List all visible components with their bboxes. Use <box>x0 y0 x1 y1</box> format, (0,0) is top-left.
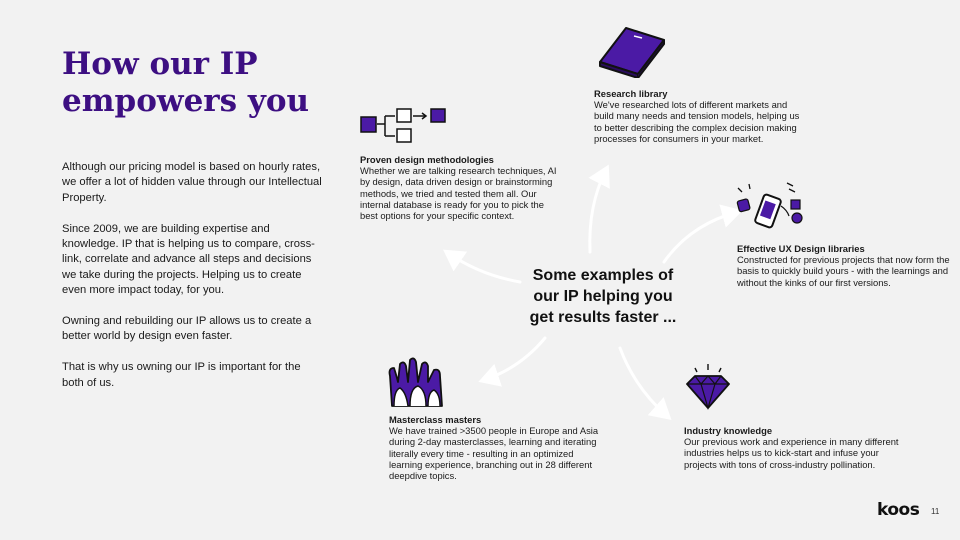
industry-knowledge-title: Industry knowledge <box>684 425 773 436</box>
proven-methodologies-title: Proven design methodologies <box>360 154 494 165</box>
industry-knowledge-block <box>684 425 904 470</box>
research-library-block <box>594 88 809 144</box>
intro-paragraph: Since 2009, we are building expertise and knowledge. IP that is helping us to compare, cross-link, correlate and advance all steps and decisions we take during the projects. Helping us to create even more impact today, for you. <box>62 222 315 297</box>
center-heading: Some examples of our IP helping you get results faster ... <box>529 267 677 326</box>
arrow-to-industry <box>620 348 667 416</box>
intro-paragraph: Owning and rebuilding our IP allows us to create a better world by design even faster. <box>62 315 312 343</box>
koos-logo: koos <box>877 500 920 520</box>
intro-paragraph: Although our pricing model is based on hourly rates, we offer a lot of hidden value through our Intellectual Property. <box>62 161 322 204</box>
research-library-text: We've researched lots of different markets and build many needs and tension models, helping us to better describing the complex decision making processes for consumers in your market. <box>594 99 800 144</box>
page-title: How our IP empowers you <box>62 46 310 119</box>
ux-libraries-title: Effective UX Design libraries <box>737 243 865 254</box>
proven-methodologies-text: Whether we are talking research techniques, AI by design, data driven design or brainstorming methods, we tried and tested them all. Our internal database is ready for you to pick the best options for your specific context. <box>360 165 557 222</box>
diamond-icon <box>683 362 733 412</box>
ux-libraries-block <box>737 243 960 288</box>
research-library-title: Research library <box>594 88 668 99</box>
arrow-to-proven <box>448 253 520 282</box>
arrow-to-master <box>484 338 545 380</box>
arrow-to-ux <box>664 212 737 262</box>
flowchart-icon <box>359 106 451 144</box>
masterclass-title: Masterclass masters <box>389 414 482 425</box>
crowd-hands-icon <box>386 352 448 408</box>
ux-libraries-text: Constructed for previous projects that now form the basis to quickly build yours - with the learnings and without the kinks of our first versions. <box>737 254 950 288</box>
industry-knowledge-text: Our previous work and experience in many different industries helps us to kick-start and infuse your projects with tons of cross-industry pollination. <box>684 436 899 470</box>
arrow-to-research <box>590 170 606 252</box>
masterclass-block <box>389 414 609 481</box>
phone-ux-icon <box>733 180 805 236</box>
proven-methodologies-block <box>360 154 560 221</box>
page-number: 11 <box>931 507 940 516</box>
notebook-icon <box>596 26 668 78</box>
masterclass-text: We have trained >3500 people in Europe and Asia during 2-day masterclasses, learning and iterating literally every time - resulting in an optimized learning experience, branching out in 28 different deepdive topics. <box>389 425 599 482</box>
intro-paragraph: That is why us owning our IP is important for the both of us. <box>62 361 301 389</box>
